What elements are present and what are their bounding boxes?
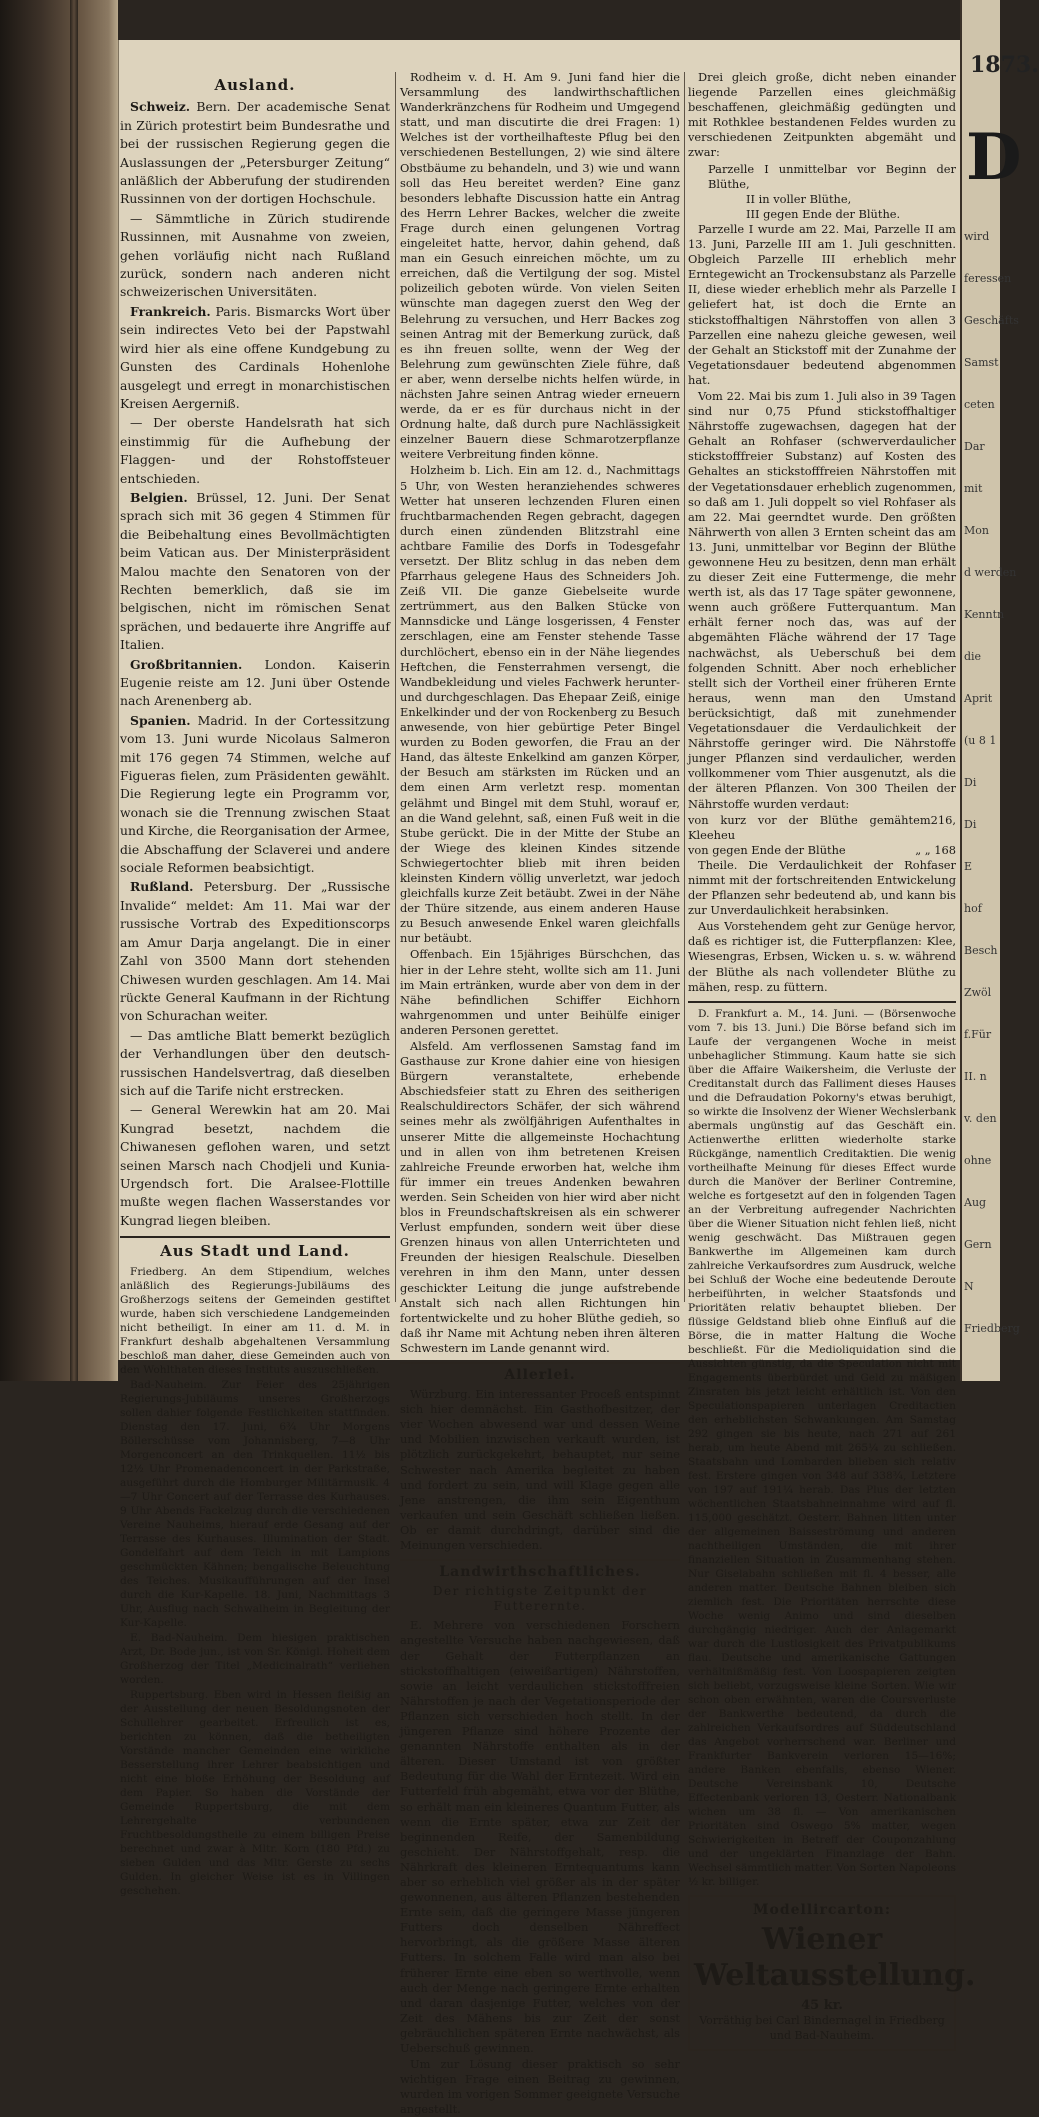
edge-fragment: E	[964, 860, 973, 873]
digest-label: von kurz vor der Blüthe gemähtem Kleeheu	[688, 812, 931, 842]
edge-fragment: mit	[964, 482, 983, 495]
ad-price: 45 kr.	[801, 1997, 843, 2013]
edge-fragment: die	[964, 650, 982, 663]
country-label: Spanien.	[130, 712, 191, 728]
news-rodheim: Rodheim v. d. H. Am 9. Juni fand hier die Versammlung des landwirthschaftlichen Wanderkränzchens für Rodheim und Umgegend statt, und man discutirte die drei Fragen: 1) Welches ist der vortheilhafteste Pflug bei den verschiedenen Bestellungen, 2) wie sind ältere Obstbäume zu behandeln, und 3) wie und wann soll das Heu bereitet werden? Eine ganz besonders lebhafte Discussion hatte ein Antrag des Herrn Lehrer Backes, welcher die zweite Frage durch einen gelungenen Vortrag eingeleitet hatte, hervor, dahin gehend, daß man ein Gesuch einreichen möchte, um zu erreichen, daß die Vertilgung der sog. Mistel polizeilich geboten würde. Von vielen Seiten wünschte man dagegen zuerst den Weg der Belehrung zu versuchen, und Herr Backes zog seinen Antrag mit der Bemerkung zurück, daß es ihn freuen sollte, wenn der Weg der Belehrung zum gewünschten Ziele führe, daß er aber, wenn derselbe nichts helfen würde, in nächsten Jahre seinen Antrag wieder erneuern werde, da er es für durchaus nicht in der Ordnung halte, daß durch pure Nachlässigkeit einzelner Bauern diese Schmarotzerpflanze weitere Verbreitung finden könne.	[400, 70, 680, 462]
section-divider	[400, 1559, 680, 1561]
edge-fragment: feressen	[964, 272, 1012, 285]
digest-value: „ „ 168	[915, 842, 956, 857]
edge-fragment: Zwöl	[964, 986, 992, 999]
news-russland	[120, 878, 390, 1025]
edge-fragment: Aug	[964, 1196, 987, 1209]
news-frankreich	[120, 303, 390, 413]
country-label: Rußland.	[130, 879, 194, 895]
section-divider	[400, 1362, 680, 1364]
country-label: Schweiz.	[130, 99, 191, 115]
edge-fragment: Friedberg	[964, 1322, 1020, 1335]
news-badnauheim-2: E. Bad-Nauheim. Dem hiesigen praktischen Arzt, Dr. Bode jun., ist von Sr. Königl. Hoheit dem Großherzog der Titel „Medicinalrath“ verliehen worden.	[120, 1631, 390, 1686]
edge-big-letter: D	[966, 120, 1022, 195]
ad-line-1: Vorräthig bei Carl Bindernagel in Friedberg	[699, 2013, 945, 2027]
digest-value: 216,	[930, 812, 956, 827]
parzelle-3: III gegen Ende der Blüthe.	[746, 206, 901, 221]
column-rule-1	[395, 72, 396, 1302]
news-text: Madrid. In der Cortessitzung vom 13. Juni wurde Nicolaus Salmeron mit 176 gegen 74 Stimmen, welche auf Figueras fielen, zum Präsidenten gewählt. Die Regierung legte ein Programm vor, wonach sie die Trennung zwischen Staat und Kirche, die Reorganisation der Armee, die Abschaffung der Sclaverei und andere sociale Reformen beabsichtigt.	[120, 712, 390, 876]
article-cont-2: Parzelle I wurde am 22. Mai, Parzelle II am 13. Juni, Parzelle III am 1. Juli geschnitten. Obgleich Parzelle III erheblich mehr Erntegewicht an Trockensubstanz als Parzelle II, diese wieder erheblich mehr als Parzelle I geliefert hat, ist doch die Ernte an stickstoffhaltigen Nährstoffen von allen 3 Parzellen eine nahezu gleiche gewesen, weil der Gehalt an Stickstoff mit der Zunahme der Vegetationsdauer bedeutend abgenommen hat.	[688, 221, 956, 387]
ad-headline: Wiener Weltausstellung.	[694, 1921, 976, 1993]
news-boerse: D. Frankfurt a. M., 14. Juni. — (Börsenwoche vom 7. bis 13. Juni.) Die Börse befand sich im Laufe der vergangenen Woche in meist unbehaglicher Stimmung. Kaum hatte sie sich über die Affaire Waikersheim, die Verluste der Creditanstalt durch das Falliment dieses Hauses und die Defraudation Pokorny's etwas beruhigt, so wirkte die Insolvenz der Wiener Wechslerbank abermals ungünstig auf das Geschäft ein. Actienwerthe erlitten wiederholte starke Rückgänge, namentlich Creditaktien. Die wenig vortheilhafte Meinung für dieses Effect wurde durch die Manöver der Berliner Contremine, welche es fortgesetzt auf den in folgenden Tagen an der Verbreitung aufregender Nachrichten über die Wiener Situation nicht fehlen ließ, nicht wenig geschwächt. Das Mißtrauen gegen Bankwerthe im Allgemeinen kam durch zahlreiche Verkaufsordres zum Ausdruck, welche bei Schluß der Woche eine bedeutende Deroute herbeiführten, in welcher Staatsfonds und Prioritäten relativ behauptet blieben. Der flüssige Geldstand blieb ohne Einfluß auf die Börse, die in matter Haltung die Woche beschließt. Für die Medioliquidation sind die Aussichten günstig, da die Speculation nicht mit Engagements überbürdet und Geld zu mäßigen Zinsraten bis jetzt leicht erhältlich ist. Von den Speculationspapieren unterlagen Creditactien den erheblichsten Schwankungen. Am Samstag 292 gingen sie bis heute, nach 271 auf 261 herab, um heute Abend mit 265¼ zu schließen. Staatsbahn und Lombarden blieben sich relativ fest. Erstere gingen von 348 auf 338¾, Letztere von 197 auf 191¼ herab. Das Plus der letzten wöchentlichen Staatsbahneinnahme wird auf fl. 115,000 geschätzt. Oesterr. Bahnen litten unter der allgemeinen Baisseströmung und anderen nachtheiligen Umständen, die mit ihrer finanziellen Situation in Zusammenhang stehen. Nur Giselabahn schließen mit fl. 4 besser, alle anderen matter. Deutsche Bahnen bleiben sich ziemlich fest. Die Prioritäten herrschte diese Woche wenig Animo und sind dieselben durchgängig niedriger. Auch der Anlagemarkt war durch die Lustlosigkeit des Privatpublikums flau. Deutsche und amerikanische Gattungen verhältnißmäßig fest. Von Loospapieren zeigten sich beliebt, vorzugsweise kleine Sorten. Wie wir schon oben erwähnten, waren die Coursverluste der Bankwerthe bedeutend, da durch die zahlreichen Verkaufsordres auf Süddeutschland das Angebot vorherrschend war. Berliner und Frankfurter Bankverein verloren 15—16%; andere Banken ebenfalls, ebenso Wiener. Deutsche Vereinsbank 10, Deutsche Effectenbank verloren 13, Oesterr. Nationalbank wichen um 38 fl. — Von amerikanischen Prioritäten sind Oswego 5% matter, wegen Schwierigkeiten in Betreff der Couponzahlung und der ungeklärten Finanzlage der Bahn. Wechsel sämmtlich matter. Von Sorten Napoleons ½ kr. billiger.	[688, 1007, 956, 1888]
edge-fragment: Mon	[964, 524, 989, 537]
news-schweiz	[120, 98, 390, 208]
article-cont-4: Theile. Die Verdaulichkeit der Rohfaser nimmt mit der fortschreitenden Entwickelung der Pflanzen sehr bedeutend ab, und kann bis zur Unverdaulichkeit herabsinken.	[688, 857, 956, 918]
news-holzheim: Holzheim b. Lich. Ein am 12. d., Nachmittags 5 Uhr, von Westen heranziehendes schweres Wetter hat unseren lechzenden Fluren einen fruchtbarmachenden Regen gebracht, dagegen durch einen zündenden Blitzstrahl eine achtbare Familie des Dorfs in Todesgefahr versetzt. Der Blitz schlug in das neben dem Pfarrhaus gelegene Haus des Schneiders Joh. Zeiß VII. Die ganze Giebelseite wurde zertrümmert, aus den Balken Stücke von Mannsdicke und Länge losgerissen, 4 Fenster zerschlagen, eine am Fenster stehende Tasse durchlöchert, ebenso ein in der Nähe liegendes Heftchen, die Fensterrahmen versengt, die Wandbekleidung und vieles Fachwerk herunter- und durchgeschlagen. Das Ehepaar Zeiß, einige Enkelkinder und der von Rockenberg zu Besuch anwesende, von hier gebürtige Peter Bingel wurden zu Boden geworfen, die Frau an der Hand, das älteste Enkelkind am ganzen Körper, der Besuch am stärksten im Rücken und an dem einen Arm verletzt resp. momentan gelähmt und Bingel mit dem Stuhl, worauf er, an die Wand gelehnt, saß, einen Fuß weit in die Stube gerückt. Die in der Mitte der Stube an der Wiege des kleinen Kindes sitzende Schwiegertochter blieb mit ihren beiden kleinsten Kindern völlig unverletzt, war jedoch gleichfalls kurze Zeit betäubt. Zwei in der Nähe der Thüre sitzende, aus einem anderen Hause zu Besuch anwesende Enkel waren gleichfalls nur betäubt.	[400, 463, 680, 946]
edge-fragment: Di	[964, 818, 977, 831]
section-heading-ausland: Ausland.	[214, 76, 296, 94]
article-subtitle: Der richtigste Zeitpunkt der Futterernte.	[432, 1584, 648, 1614]
news-russland-2: — Das amtliche Blatt bemerkt bezüglich der Verhandlungen über den deutsch-russischen Handelsvertrag, daß dieselben sich auf die Tarife nicht erstrecken.	[120, 1027, 390, 1098]
news-text: Bern. Der academische Senat in Zürich protestirt beim Bundesrathe und bei der russischen Regierung gegen die Auslassungen der „Petersburger Zeitung“ anläßlich der Abberufung der studirenden Russinnen von der dortigen Hochschule.	[120, 99, 390, 207]
section-divider	[120, 1236, 390, 1238]
section-heading-stadt-land: Aus Stadt und Land.	[160, 1242, 350, 1261]
news-text: Brüssel, 12. Juni. Der Senat sprach sich mit 36 gegen 4 Stimmen für die Beibehaltung eines Bevollmächtigten beim Vatican aus. Der Ministerpräsident Malou machte den Senatoren von der Rechten bemerklich, daß sie im belgischen, nicht im römischen Senat sprächen, und bedauerte ihre Angriffe auf Italien.	[120, 489, 390, 653]
edge-fragment: hof	[964, 902, 982, 915]
news-text: London. Kaiserin Eugenie reiste am 12. Juni über Ostende nach Arenenberg ab.	[120, 656, 390, 709]
parzelle-2: II in voller Blüthe,	[746, 191, 852, 206]
edge-fragment: ceten	[964, 398, 995, 411]
news-friedberg: Friedberg. An dem Stipendium, welches anläßlich des Regierungs-Jubiläums des Großherzogs seitens der Gemeinden gestiftet wurde, haben sich verschiedene Landgemeinden nicht betheiligt. In einer am 11. d. M. in Frankfurt deshalb abgehaltenen Versammlung beschloß man daher, diese Gemeinden auch von den Wohlthaten dieses Instituts auszuschließen.	[120, 1265, 390, 1376]
ad-title: Modellircarton:	[753, 1901, 891, 1918]
country-label: Belgien.	[130, 489, 188, 505]
news-grossbritannien	[120, 656, 390, 711]
binding-strip	[70, 0, 78, 1381]
edge-fragment: v. den	[964, 1112, 997, 1125]
country-label: Frankreich.	[130, 303, 211, 319]
column-1	[120, 74, 390, 1897]
article-futterernte: E. Mehrere von verschiedenen Forschern angestellte Versuche haben nachgewiesen, daß der Gehalt der Futterpflanzen an stickstoffhaltigen (eiweißartigen) Nährstoffen, sowie an leicht verdaulichen stickstofffreien Nährstoffen je nach der Vegetationsperiode der Pflanzen sich verschieden hoch stellt. In der jüngeren Pflanze sind höhere Prozente der genannten Nährstoffe enthalten als in der älteren. Dieser Umstand ist von größter Bedeutung für die Wahl der Erntezeit. Wird ein Futterfeld früh abgemäht, etwa vor der Blüthe, so erhält man ein kleineres Quantum Futter, als wenn die Ernte später, etwa zur Zeit der beginnenden Reife, der Samenbildung geschieht. Der Nährstoffgehalt, resp. die Nährkraft des kleineren Erntequantums kann aber so erheblich viel größer als in der später gewonnenen, aus älteren Pflanzen bestehenden Ernte sein, daß die geringere Masse jüngeren Futters doch denselben Nähreffect hervorbringt, als die größere Masse älteren Futters. In solchem Falle wird man also bei früherer Ernte eine eben so werthvolle, wenn auch der Menge nach geringere Ernte erhalten und daran dasjenige Futter, welches von der Zeit des Mähens bis zur Zeit der sonst gebräuchlichen späteren Ernte nachwächst, als Ueberschuß gewinnen.	[400, 1618, 680, 2055]
section-divider	[688, 1001, 956, 1003]
adjacent-page-edge	[960, 0, 1039, 1381]
edge-fragment: Besch	[964, 944, 998, 957]
article-cont-3: Vom 22. Mai bis zum 1. Juli also in 39 Tagen sind nur 0,75 Pfund stickstoffhaltiger Nährstoffe zugewachsen, dagegen hat der Gehalt an Rohfaser (schwerverdaulicher stickstofffreier Substanz) auf Kosten des Gehaltes an stickstofffreien Nährstoffen mit der Vegetationsdauer erheblich zugenommen, so daß am 1. Juli doppelt so viel Rohfaser als am 22. Mai geerndtet wurde. Den größten Nährwerth von allen 3 Ernten scheint das am 13. Juni, unmittelbar vor Beginn der Blüthe gewonnene Heu zu besitzen, denn man erhält zu dieser Zeit eine Futtermenge, die mehr werth ist, als das 17 Tage später gewonnene, wenn auch größere Futterquantum. Man erhält ferner noch das, was auf der abgemähten Fläche während der 17 Tage nachwächst, als Ueberschuß bei dem folgenden Schnitt. Aber noch erheblicher stellt sich der Vortheil einer früheren Ernte heraus, wenn man den Umstand berücksichtigt, daß mit zunehmender Vegetationsdauer die Verdaulichkeit der Nährstoffe geringer wird. Die Nährstoffe junger Pflanzen sind verdaulicher, werden vollkommener vom Thier ausgenutzt, als die der älteren Pflanzen. Von 300 Theilen der Nährstoffe wurden verdaut:	[688, 388, 956, 811]
country-label: Großbritannien.	[130, 656, 243, 672]
section-heading-landwirthschaft: Landwirthschaftliches.	[439, 1564, 641, 1581]
news-belgien	[120, 489, 390, 655]
book-binding	[0, 0, 118, 1381]
edge-fragment: f.Für	[964, 1028, 992, 1041]
edge-fragment: Kenntn	[964, 608, 1005, 621]
news-spanien	[120, 712, 390, 878]
edge-fragment: Geschäfts	[964, 314, 1019, 327]
digest-row-2	[688, 843, 956, 858]
column-2	[400, 70, 680, 2117]
edge-fragment: II. n	[964, 1070, 987, 1083]
news-russland-3: — General Werewkin hat am 20. Mai Kungrad besetzt, nachdem die Chiwanesen geflohen waren, und setzt seinen Marsch nach Chodjeli und Kunia-Urgendsch fort. Die Aralsee-Flottille mußte wegen flachen Wasserstandes vor Kungrad liegen bleiben.	[120, 1102, 390, 1228]
advertisement	[688, 1895, 976, 2051]
news-offenbach: Offenbach. Ein 15jähriges Bürschchen, das hier in der Lehre steht, wollte sich am 11. Juni im Main ertränken, wurde aber von dem in der Nähe befindlichen Schiffer Eichhorn wahrgenommen und unter Beihülfe einiger anderen Personen gerettet.	[400, 947, 680, 1037]
edge-fragment: ohne	[964, 1154, 992, 1167]
news-badnauheim: Bad-Nauheim. Zur Feier des 25jährigen Regierungs-Jubiläums unseres Großherzogs sollen dahier folgende Festlichkeiten stattfinden. Dienstag den 17. Juni, 6¾ Uhr Morgens Böllerschüsse vom Johannisberg, 7—8 Uhr Morgenconcert an den Trinkquellen. 11½ bis 12½ Uhr Promenadenconcert in der Parkstraße, ausgeführt durch die Homburger Militärmusik. 4—7 Uhr Concert auf der Terrasse des Kurhauses. 9 Uhr Abends Fackelzug durch die verschiedenen Vereine Nauheims, hierauf erde Gesang auf der Terrasse des Kurhauses. Illumination der Stadt. Gondelfahrt auf dem Teich in mit Lampions geschmückten Kähnen; bengalische Beleuchtung des Teiches. Musikaufführungen auf der Insel durch die Kur-Kapelle. 18. Juni, Nachmittags 3 Uhr, Ausflug nach Schwalheim in Begleitung der Kur-Kapelle.	[120, 1378, 390, 1629]
edge-year: 1873.	[970, 52, 1039, 78]
parzelle-1: Parzelle I unmittelbar vor Beginn der Blüthe,	[708, 161, 956, 191]
edge-fragment: Aprit	[964, 692, 993, 705]
edge-fragment: Dar	[964, 440, 985, 453]
edge-fragment: Gern	[964, 1238, 992, 1251]
news-text: Paris. Bismarcks Wort über sein indirectes Veto bei der Papstwahl wird hier als eine offene Kundgebung zu Gunsten des Cardinals Hohenlohe ausgelegt und erregt in monarchistischen Kreisen Aergerniß.	[120, 303, 390, 411]
article-futterernte-2: Um zur Lösung dieser praktisch so sehr wichtigen Frage einen Beitrag zu gewinnen, wurden im vorigen Sommer geeignete Versuche angestellt.	[400, 2057, 680, 2117]
edge-fragment: Samst	[964, 356, 999, 369]
section-heading-allerlei: Allerlei.	[504, 1366, 576, 1383]
ad-line-2: und Bad-Nauheim.	[769, 2029, 875, 2042]
edge-fragment: Di	[964, 776, 977, 789]
edge-fragment: (u 8 1	[964, 734, 997, 747]
edge-fragment: N	[964, 1280, 974, 1293]
article-cont-1: Drei gleich große, dicht neben einander liegende Parzellen eines gleichmäßig beschaffenen, gleichmäßig gedüngten und mit Rothklee bestandenen Feldes wurden zu verschiedenen Zeitpunkten abgemäht und zwar:	[688, 70, 956, 160]
news-schweiz-2: — Sämmtliche in Zürich studirende Russinnen, mit Ausnahme von zweien, gehen vorläufig nicht nach Rußland zurück, sondern nach anderen nicht schweizerischen Universitäten.	[120, 210, 390, 300]
news-frankreich-2: — Der oberste Handelsrath hat sich einstimmig für die Aufhebung der Flaggen- und der Rohstoffsteuer entschieden.	[120, 415, 390, 486]
edge-fragment: d werden	[964, 566, 1017, 579]
news-text: Petersburg. Der „Russische Invalide“ meldet: Am 11. Mai war der russische Vortrab des Expeditionscorps am Amur Darja angelangt. Die in einer Zahl von 3500 Mann dort stehenden Chiwesen wurden geschlagen. Am 14. Mai rückte General Kaufmann in der Richtung von Schurachan weiter.	[120, 879, 390, 1024]
article-cont-5: Aus Vorstehendem geht zur Genüge hervor, daß es richtiger ist, die Futterpflanzen: Klee, Wiesengras, Erbsen, Wicken u. s. w. während der Blüthe als nach vollendeter Blüthe zu mähen, resp. zu füttern.	[688, 919, 956, 994]
news-wuerzburg: Würzburg. Ein interessanter Proceß entspinnt sich hier demnächst. Ein Gasthofbesitzer, der vier Wochen abwesend war und dessen Weine und Mobilien inzwischen verkauft wurden, ist plötzlich zurückgekehrt, behauptet, nur seine Schwester nach Amerika begleitet zu haben und fordert zu sein, und will Klage gegen alle Jene anstrengen, die ihm sein Eigenthum verkaufen und sein Geschäft schließen ließen. Ob er damit durchdringt, darüber sind die Meinungen verschieden.	[400, 1387, 680, 1552]
news-ruppertsburg: Ruppertsburg. Eben wird in Hessen fleißig an der Ausstellung der neuen Besoldungsnoten der Schullehrer gearbeitet. Erfreulich ist es, berichten zu können, daß die betheiligten Vorstände mancher Gemeinden eine wirkliche Besserstellung ihrer Lehrer beabsichtigen und nicht eine bloße Erhöhung der Besoldung auf dem Papier. So haben die Vorstände der Gemeinde Ruppertsburg, die mit dem Lehrergehalte verbundenen Fruchtbesoldungstheile zu einem billigen Preise berechnet und zwar à Mltr. Korn (180 Pfd.) zu sieben Gulden und das Mltr. Gerste zu sechs Gulden. In gleicher Weise ist es in Villingen geschehen.	[120, 1688, 390, 1897]
edge-fragment: wird	[964, 230, 990, 243]
column-rule-2	[684, 72, 685, 1302]
digest-row-1	[688, 813, 956, 843]
news-alsfeld: Alsfeld. Am verflossenen Samstag fand im Gasthause zur Krone dahier eine von hiesigen Bürgern veranstaltete, erhebende Abschiedsfeier statt zu Ehren des seitherigen Realschuldirectors Schäfer, der sich während seines mehr als zwölfjährigen Aufenthaltes in unserer Mitte die allgemeinste Hochachtung und in allen von ihm betretenen Kreisen zahlreiche Freunde erworben hat, welche ihm für immer ein treues Andenken bewahren werden. Sein Scheiden von hier wird aber nicht blos in Freundschaftskreisen als ein schwerer Verlust empfunden, sondern weit über diese Grenzen hinaus von allen Unterrichteten und Freunden der hiesigen Realschule. Dieselben verehren in ihm den Mann, unter dessen geschickter Leitung die junge aufstrebende Anstalt sich nach allen Richtungen hin fortentwickelte und zu hoher Blüthe gedieh, so daß ihr Name mit Achtung neben ihren älteren Schwestern im Lande genannt wird.	[400, 1039, 680, 1355]
digest-label: von gegen Ende der Blüthe	[688, 842, 846, 857]
